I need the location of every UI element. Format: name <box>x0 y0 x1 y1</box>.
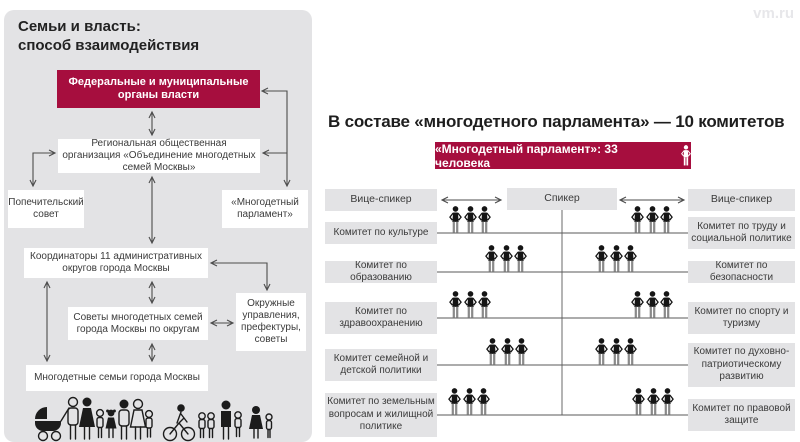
node-parliament: «Многодетный парламент» <box>222 190 308 228</box>
person-icon <box>514 245 527 272</box>
committee-members <box>595 245 637 272</box>
committee-members <box>449 291 491 318</box>
committee-education: Комитет по образованию <box>325 261 437 283</box>
committee-land-housing: Комитет по земельным вопросам и жилищной политике <box>325 393 437 437</box>
person-icon <box>485 245 498 272</box>
person-icon <box>624 245 637 272</box>
committee-members <box>595 338 637 365</box>
person-icon <box>501 338 514 365</box>
person-icon <box>631 291 644 318</box>
vice-speaker-left-box: Вице-спикер <box>325 189 437 211</box>
parliament-banner-label: «Многодетный парламент»: 33 человека <box>435 141 618 170</box>
person-icon <box>624 338 637 365</box>
person-icon <box>610 338 623 365</box>
person-icon <box>449 291 462 318</box>
parliament-banner <box>435 142 691 169</box>
committee-security: Комитет по безопасности <box>688 261 795 283</box>
person-icon <box>610 245 623 272</box>
person-icon <box>595 245 608 272</box>
committee-members <box>632 388 674 415</box>
person-icon <box>646 291 659 318</box>
person-icon <box>646 206 659 233</box>
committee-members <box>448 388 490 415</box>
node-family-councils: Советы многодетных семей города Москвы по округам <box>68 307 208 340</box>
person-icon <box>463 388 476 415</box>
committee-members <box>631 291 673 318</box>
committee-legal: Комитет по правовой защите <box>688 399 795 431</box>
person-icon <box>681 145 691 166</box>
committee-labor-social: Комитет по труду и социальной политике <box>688 217 795 249</box>
committee-members <box>449 206 491 233</box>
committee-sport-tourism: Комитет по спорту и туризму <box>688 302 795 334</box>
node-authorities: Федеральные и муниципальные органы власти <box>57 70 260 108</box>
person-icon <box>448 388 461 415</box>
person-icon <box>477 388 490 415</box>
person-icon <box>660 206 673 233</box>
person-icon <box>647 388 660 415</box>
node-regional-org: Региональная общественная организация «Объединение многодетных семей Москвы» <box>58 139 260 173</box>
person-icon <box>660 291 673 318</box>
right-chart-title: В составе «многодетного парламента» — 10 комитетов <box>328 112 785 131</box>
node-families: Многодетные семьи города Москвы <box>26 365 208 391</box>
speaker-box: Спикер <box>507 188 617 210</box>
left-title-line1: Семьи и власть: <box>18 18 141 35</box>
committee-members <box>485 245 527 272</box>
person-icon <box>478 206 491 233</box>
site-watermark: vm.ru <box>753 5 794 22</box>
person-icon <box>661 388 674 415</box>
node-trustee-council: Попечительский совет <box>8 190 84 228</box>
person-icon <box>464 206 477 233</box>
committee-family-policy: Комитет семейной и детской политики <box>325 349 437 381</box>
person-icon <box>464 291 477 318</box>
committee-health: Комитет по здравоохранению <box>325 302 437 334</box>
node-district-admins: Окружные управления, префектуры, советы <box>236 293 306 351</box>
committee-members <box>486 338 528 365</box>
person-icon <box>632 388 645 415</box>
left-chart-title <box>18 18 238 56</box>
person-icon <box>515 338 528 365</box>
person-icon <box>595 338 608 365</box>
committee-patriotic: Комитет по духовно-патриотическому развитию <box>688 343 795 387</box>
vice-speaker-right-box: Вице-спикер <box>688 189 795 211</box>
person-icon <box>449 206 462 233</box>
person-icon <box>500 245 513 272</box>
committee-members <box>631 206 673 233</box>
committee-culture: Комитет по культуре <box>325 222 437 244</box>
person-icon <box>631 206 644 233</box>
person-icon <box>486 338 499 365</box>
person-icon <box>478 291 491 318</box>
left-title-line2: способ взаимодействия <box>18 36 200 54</box>
node-coordinators: Координаторы 11 административных округов города Москвы <box>24 248 208 278</box>
